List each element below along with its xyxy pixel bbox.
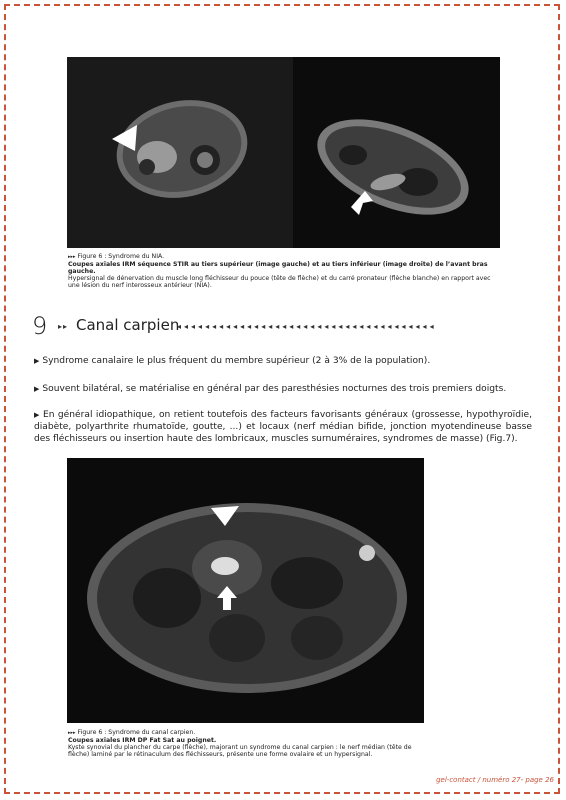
section-divider-arrows-icon: ◂◂◂◂◂◂◂◂◂◂◂◂◂◂◂◂◂◂◂◂◂◂◂◂◂◂◂◂◂◂◂◂◂◂◂◂◂: [177, 322, 437, 331]
figure-6-image: [67, 57, 500, 248]
section-arrows-icon: ▸▸: [58, 322, 69, 331]
section-header: [32, 312, 502, 338]
mri-right-panel: [293, 57, 500, 248]
figure-7-caption: ▸▸▸ Figure 6 : Syndrome du canal carpien. Coupes axiales IRM DP Fat Sat au poignet. Kyste synovial du plancher du carpe (flèche), majorant un syndrome du canal carpien : le nerf médian (tête de flèche) laminé par le rétinaculum des fléchisseurs, présente une forme ovalaire et un hypersignal.: [68, 729, 428, 758]
page-footer: gel-contact / numéro 27- page 26: [436, 776, 554, 784]
bullet-icon: ▶: [34, 411, 40, 419]
section-title: Canal carpien: [76, 316, 180, 334]
paragraph-2: ▶ Souvent bilatéral, se matérialise en général par des paresthésies nocturnes des trois premiers doigts.: [34, 384, 507, 394]
figure-7-title: Coupes axiales IRM DP Fat Sat au poignet.: [68, 737, 217, 744]
figure-6-caption: ▸▸▸ Figure 6 : Syndrome du NIA. Coupes axiales IRM séquence STIR au tiers supérieur (image gauche) et au tiers inférieur (image droite) de l’avant bras gauche. Hypersignal de dénervation du muscle long fléchisseur du pouce (tête de flèche) et du carré pronateur (flèche blanche) en rapport avec une lésion du nerf interosseux antérieur (NIA).: [68, 253, 498, 289]
figure-7-text: Kyste synovial du plancher du carpe (flèche), majorant un syndrome du canal carpien : le nerf médian (tête de flèche) laminé par le rétinaculum des fléchisseurs, présente une forme ovalaire et un hypersignal.: [68, 744, 412, 758]
bullet-icon: ▶: [34, 385, 40, 393]
mri-left-panel: [67, 57, 293, 248]
figure-6-text: Hypersignal de dénervation du muscle long fléchisseur du pouce (tête de flèche) et du carré pronateur (flèche blanche) en rapport avec une lésion du nerf interosseux antérieur (NIA).: [68, 275, 491, 289]
figure-6-label: Figure 6 : Syndrome du NIA.: [77, 253, 165, 260]
paragraph-1: ▶ Syndrome canalaire le plus fréquent du membre supérieur (2 à 3% de la population).: [34, 356, 431, 366]
section-number: 9: [32, 312, 48, 340]
paragraph-3: ▶ En général idiopathique, on retient toutefois des facteurs favorisants généraux (grossesse, hypothyroïdie, diabète, polyarthrite rhumatoïde, goutte, ...) et locaux (nerf médian bifide, jonction myotendineuse basse des fléchisseurs ou insertion haute des lombricaux, muscles surnuméraires, syndromes de masse) (Fig.7).: [34, 410, 532, 444]
figure-6-title: Coupes axiales IRM séquence STIR au tiers supérieur (image gauche) et au tiers inférieur (image droite) de l’avant bras gauche.: [68, 261, 488, 275]
bullet-icon: ▶: [34, 357, 40, 365]
figure-7-label: Figure 6 : Syndrome du canal carpien.: [77, 729, 196, 736]
mri-wrist: [67, 458, 424, 723]
figure-7-image: [67, 458, 424, 723]
mri-forearm-upper: [67, 57, 293, 248]
mri-forearm-lower: [293, 57, 500, 248]
